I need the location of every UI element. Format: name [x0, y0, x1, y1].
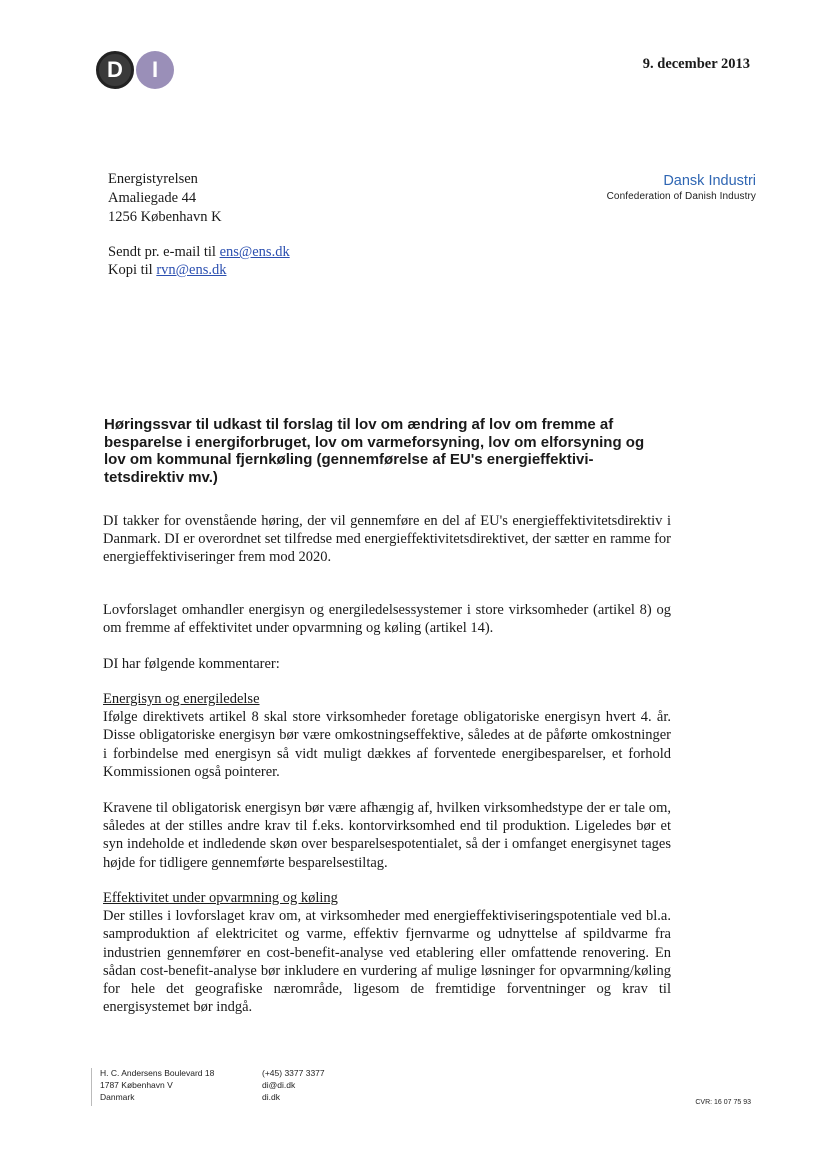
copy-line	[108, 261, 290, 279]
footer-email: di@di.dk	[262, 1080, 296, 1090]
brand-subtitle: Confederation of Danish Industry	[606, 191, 756, 202]
footer-contact	[262, 1067, 325, 1103]
footer-address-line-2: 1787 København V	[100, 1080, 173, 1090]
footer-address-line-1: H. C. Andersens Boulevard 18	[100, 1068, 215, 1078]
sent-line	[108, 243, 290, 261]
letter-date: 9. december 2013	[642, 56, 750, 72]
footer-address-line-3: Danmark	[100, 1092, 135, 1102]
paragraph-scope-text: Lovforslaget omhandler energisyn og energiledelsessystemer i store virksomheder (artikel 8) og om fremme af effektivitet under opvarmning og køling (artikel 14).	[103, 602, 671, 637]
sent-info	[108, 243, 290, 279]
footer-cvr: CVR: 16 07 75 93	[695, 1099, 751, 1106]
brand-block	[607, 172, 756, 204]
section-heating-cooling	[103, 889, 671, 1016]
footer-website: di.dk	[262, 1092, 280, 1102]
section-heating-cooling-text: Der stilles i lovforslaget krav om, at virksomheder med energieffektiviseringspotentiale ved bl.a. samproduktion af elektricitet og varme, effektiv fjernvarme og udnyttelse af spildvarme fra industrien gennemfører en cost-benefit-analyse ved etablering eller omfattende renovering. En sådan cost-benefit-analyse bør inkludere en vurdering af mulige løsninger for opvarmning/køling for hele det geografiske nærområde, ligesom de fremtidige forventninger og krav til energisystemet bør indgå.	[103, 908, 671, 1016]
section-heating-cooling-heading: Effektivitet under opvarmning og køling	[103, 890, 338, 906]
recipient-line-1: Energistyrelsen	[108, 171, 198, 187]
paragraph-requirements	[103, 799, 671, 872]
copy-prefix: Kopi til	[108, 262, 157, 278]
paragraph-scope	[103, 601, 671, 637]
paragraph-comments-lead-text: DI har følgende kommentarer:	[103, 656, 280, 672]
recipient-line-2: Amaliegade 44	[108, 190, 197, 206]
section-energy-audit-text: Ifølge direktivets artikel 8 skal store virksomheder foretage obligatoriske energisyn hvert 4. år. Disse obligatoriske energisyn bør være omkostningseffektive, således at de påførte omkostninger i forbindelse med energisyn så vidt muligt dækkes af forventede energibesparelser, et forhold Kommissionen også pointerer.	[103, 709, 671, 780]
email-link-primary[interactable]: ens@ens.dk	[219, 244, 290, 260]
footer-address	[100, 1067, 214, 1103]
section-energy-audit	[103, 690, 671, 781]
paragraph-requirements-text: Kravene til obligatorisk energisyn bør være afhængig af, hvilken virksomhedstype der er tale om, således at der stilles andre krav til f.eks. kontorvirksomhed end til produktion. Ligeledes bør et syn indeholde et indledende skøn over besparelsespotentialet, så der i omfanget energisynet tages højde for tidligere gennemførte besparelsestiltag.	[103, 800, 671, 871]
recipient-line-3: 1256 København K	[108, 209, 222, 225]
paragraph-comments-lead	[103, 655, 671, 673]
section-energy-audit-heading: Energisyn og energiledelse	[103, 691, 260, 707]
logo-letter-i: I	[136, 51, 174, 89]
paragraph-intro-text: DI takker for ovenstående høring, der vil gennemføre en del af EU's energieffektivitetsdirektiv i Danmark. DI er overordnet set tilfredse med energieffektivitetsdirektivet, der sætter en ramme for energieffektiviseringer frem mod 2020.	[103, 513, 671, 566]
logo-letter-d: D	[96, 51, 134, 89]
brand-name: Dansk Industri	[663, 173, 756, 189]
email-link-copy[interactable]: rvn@ens.dk	[156, 262, 227, 278]
recipient-address	[108, 170, 222, 227]
sent-prefix: Sendt pr. e-mail til	[108, 244, 220, 260]
letter-subject: Høringssvar til udkast til forslag til lov om ændring af lov om fremme af besparelse i energiforbruget, lov om varmeforsyning, lov om elforsyning og lov om kommunal fjernkøling (gennemførelse af EU's energieffektivi-tetsdirektiv mv.)	[104, 416, 645, 486]
paragraph-intro	[103, 512, 671, 567]
di-logo	[96, 51, 174, 89]
footer-phone: (+45) 3377 3377	[262, 1068, 325, 1078]
footer-divider	[91, 1068, 92, 1106]
